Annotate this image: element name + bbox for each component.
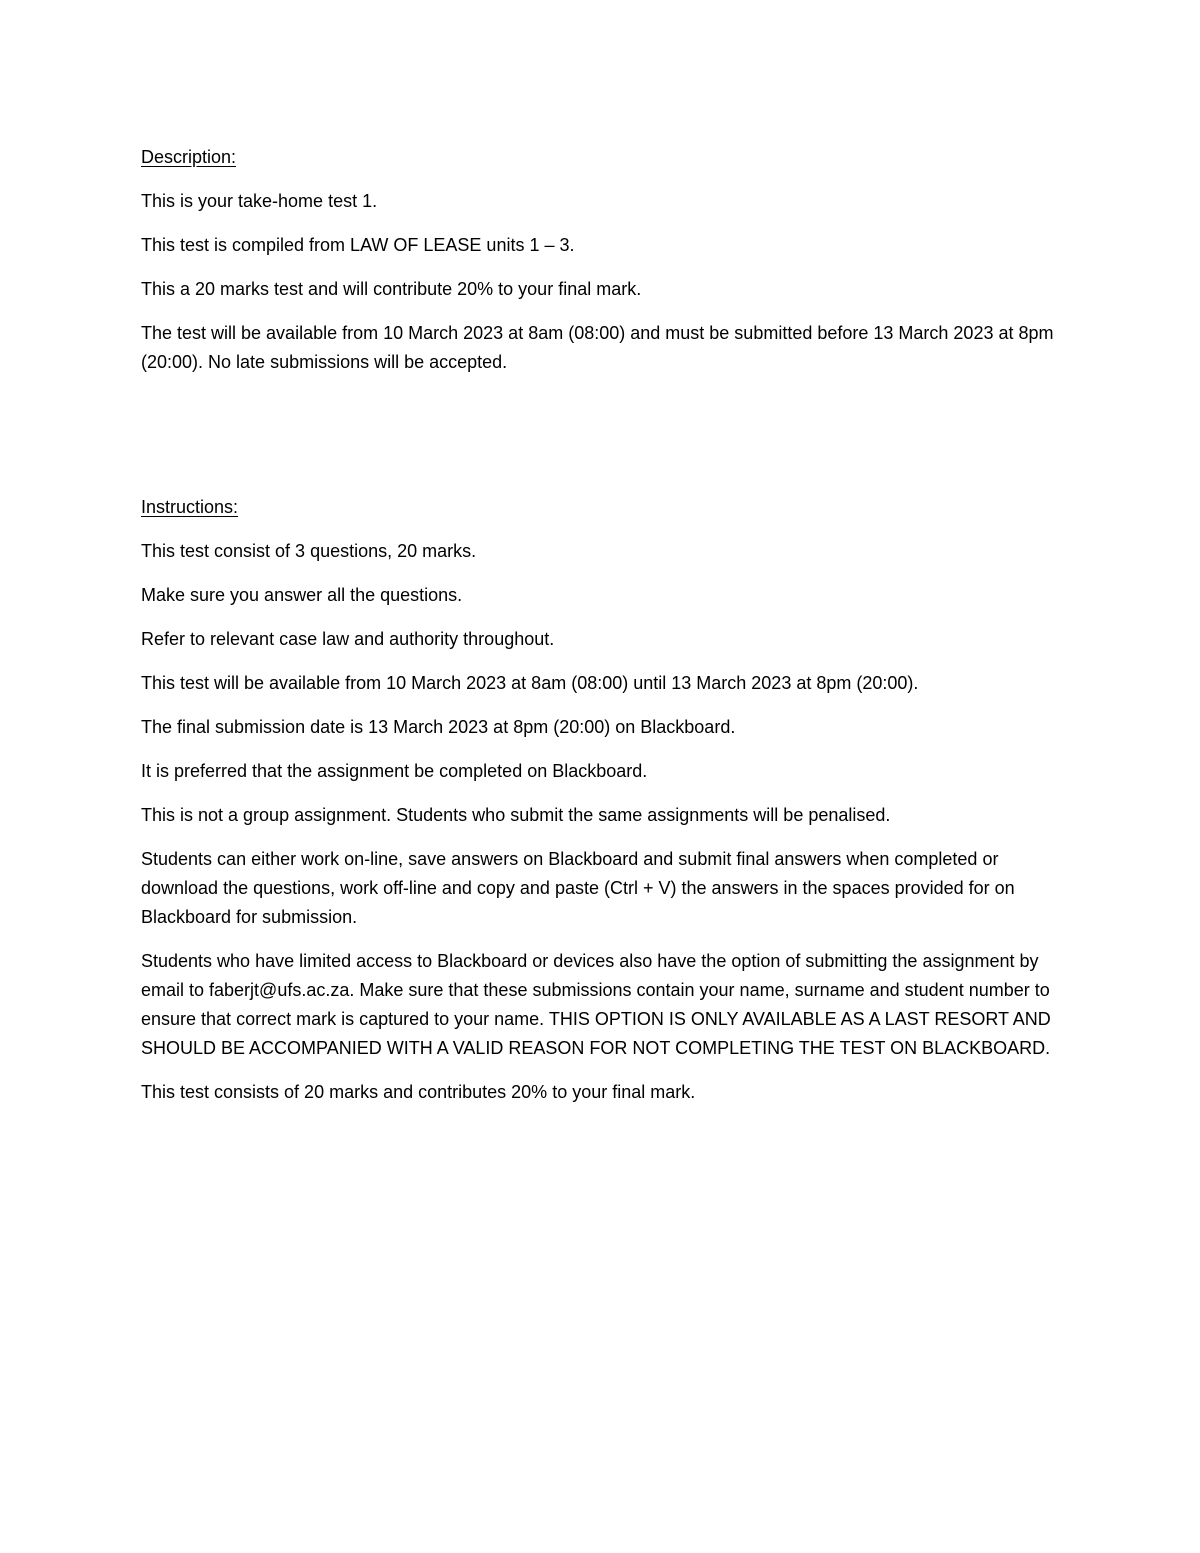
- instructions-paragraph: This is not a group assignment. Students who submit the same assignments will be penalised.: [141, 805, 891, 825]
- instructions-heading: Instructions:: [141, 497, 239, 517]
- instructions-paragraph: This test consist of 3 questions, 20 marks.: [141, 541, 477, 561]
- instructions-section: [141, 493, 1071, 1107]
- instructions-paragraph: Refer to relevant case law and authority throughout.: [141, 629, 555, 649]
- section-spacer: [141, 392, 1071, 493]
- description-paragraph: This test is compiled from LAW OF LEASE units 1 – 3.: [141, 235, 575, 255]
- instructions-paragraph: Make sure you answer all the questions.: [141, 585, 463, 605]
- description-paragraph: The test will be available from 10 March 2023 at 8am (08:00) and must be submitted before 13 March 2023 at 8pm (20:00). No late submissions will be accepted.: [141, 323, 1054, 372]
- instructions-paragraph: Students who have limited access to Blackboard or devices also have the option of submitting the assignment by email to faberjt@ufs.ac.za. Make sure that these submissions contain your name, surname and student number to ensure that correct mark is captured to your name. THIS OPTION IS ONLY AVAILABLE AS A LAST RESORT AND SHOULD BE ACCOMPANIED WITH A VALID REASON FOR NOT COMPLETING THE TEST ON BLACKBOARD.: [141, 951, 1051, 1058]
- document-content: [141, 143, 1071, 1122]
- instructions-paragraph: It is preferred that the assignment be completed on Blackboard.: [141, 761, 648, 781]
- description-paragraph: This is your take-home test 1.: [141, 191, 378, 211]
- instructions-paragraph: This test consists of 20 marks and contributes 20% to your final mark.: [141, 1082, 696, 1102]
- description-heading: Description:: [141, 147, 237, 167]
- instructions-paragraph: Students can either work on-line, save answers on Blackboard and submit final answers when completed or download the questions, work off-line and copy and paste (Ctrl + V) the answers in the spaces provided for on Blackboard for submission.: [141, 849, 1015, 927]
- instructions-paragraph: This test will be available from 10 March 2023 at 8am (08:00) until 13 March 2023 at 8pm (20:00).: [141, 673, 919, 693]
- description-paragraph: This a 20 marks test and will contribute 20% to your final mark.: [141, 279, 642, 299]
- instructions-paragraph: The final submission date is 13 March 2023 at 8pm (20:00) on Blackboard.: [141, 717, 736, 737]
- description-section: [141, 143, 1071, 377]
